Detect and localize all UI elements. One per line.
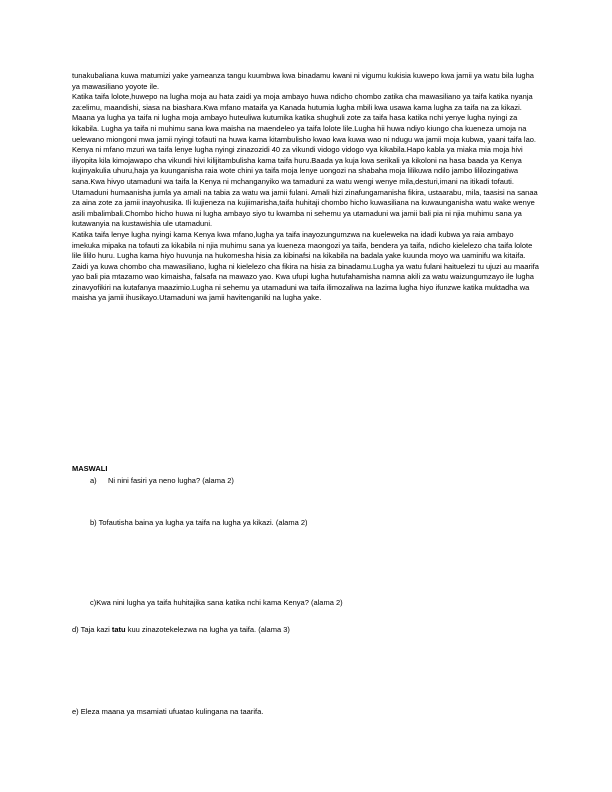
questions-heading: MASWALI [72,464,108,473]
comprehension-passage [72,71,542,304]
passage-paragraph: tunakubaliana kuwa matumizi yake yameanza tangu kuumbwa kwa binadamu kwani ni vigumu kukisia kuwepo kwa jamii ya watu bila lugha ya mawasiliano yoyote ile. [72,71,534,91]
question-a-label: a) [90,476,97,485]
question-d [72,625,290,636]
passage-paragraph: Katika taifa lolote,huwepo na lugha moja au hata zaidi ya moja ambayo huwa ndicho chombo zatika cha mawasiliano ya taifa katika nyanja za:elimu, maandishi, siasa na biashara.Kwa mfano mataifa ya Kanada hutumia lugha mbili kwa usawa kama lugha za taifa na za kikazi. Maana ya lugha ya taifa ni lugha moja ambayo huteuliwa kutumika katika shughuli zote za taifa hasa katika nchi yenye lugha nyingi za kikabila. Lugha ya taifa ni muhimu sana kwa maisha na maendeleo ya taifa lolote lile.Lugha hii huwa ndiyo kiungo cha kueneza umoja na uelewano miongoni mwa jamii nyingi tofauti na huwa kama kitambulisho kwao kwa kuwa wao ni ndugu wa jamii moja kubwa, yaani taifa lao. [72,92,536,144]
question-e: e) Eleza maana ya msamiati ufuatao kulingana na taarifa. [72,707,264,716]
question-d-text-start: d) Taja kazi [72,625,112,634]
question-b: b) Tofautisha baina ya lugha ya taifa na lugha ya kikazi. (alama 2) [90,518,308,527]
passage-paragraph: Kenya ni mfano mzuri wa taifa lenye lugha nyingi zinazozidi 40 za vikundi vidogo vidogo vya kikabila.Hapo kabla ya miaka mia moja hivi iliyopita kila kimojawapo cha vikundi hivi kilijitambulisha kama taifa huru.Baada ya kuja kwa serikali ya kikoloni na hasa baada ya Kenya kujinyakulia uhuru,haja ya kuunganisha raia wote chini ya taifa moja lenye uongozi na shabaha moja lilikuwa ndilo jambo lililozingatiwa sana.Kwa hivyo utamaduni wa taifa la Kenya ni mchanganyiko wa tamaduni za watu wengi wenye mila,desturi,imani na itikadi tofauti. Utamaduni humaanisha jumla ya amali na tabia za watu wa jamii fulani. Amali hizi zinafungamanisha fikira, ustaarabu, mila, taasisi na sanaa za aina zote za jamii inayohusika. Ili kujieneza na kujiimarisha,taifa huhitaji chombo hicho kuwasiliana na kuwaunganisha watu wake wenye asili mbalimbali.Chombo hicho huwa ni lugha ambayo siyo tu kwamba ni sehemu ya utamaduni wa jamii bali pia ni njia muhimu sana ya kutawanyia na kustawishia ule utamaduni. [72,145,538,229]
question-d-emphasis: tatu [111,625,126,634]
question-a-text: Ni nini fasiri ya neno lugha? (alama 2) [108,476,234,485]
question-d-text-end: kuu zinazotekelezwa na lugha ya taifa. (alama 3) [125,625,290,634]
passage-paragraph: Katika taifa lenye lugha nyingi kama Kenya kwa mfano,lugha ya taifa inayozungumzwa na kueleweka na idadi kubwa ya raia ambayo imekuka mipaka na tofauti za kikabila ni njia muhimu sana ya kueneza maongozi ya taifa, bendera ya taifa, ndicho kielelezo cha taifa lolote lile lililo huru. Lugha kama hiyo huvunja na hukomesha hisia za kibinafsi na kikabila na badala yake kuunda moyo wa uaminifu wa kitaifa. Zaidi ya kuwa chombo cha mawasiliano, lugha ni kielelezo cha fikira na hisia za binadamu.Lugha ya watu fulani haituelezi tu ujuzi au maarifa yao bali pia mtazamo wao kimaisha, falsafa na mawazo yao. Kwa ufupi lugha hutufahamisha namna akili za watu waizungumzayo ile lugha zinavyofikiri na kutafanya maazimio.Lugha ni sehemu ya utamaduni wa taifa ilimozaliwa na lazima lugha hiyo ifunzwe katika muktadha wa maisha ya jamii ihusikayo.Utamaduni wa jamii havitenganiki na lugha yake. [72,229,539,303]
question-c: c)Kwa nini lugha ya taifa huhitajika sana katika nchi kama Kenya? (alama 2) [90,598,343,607]
question-a [90,476,234,487]
